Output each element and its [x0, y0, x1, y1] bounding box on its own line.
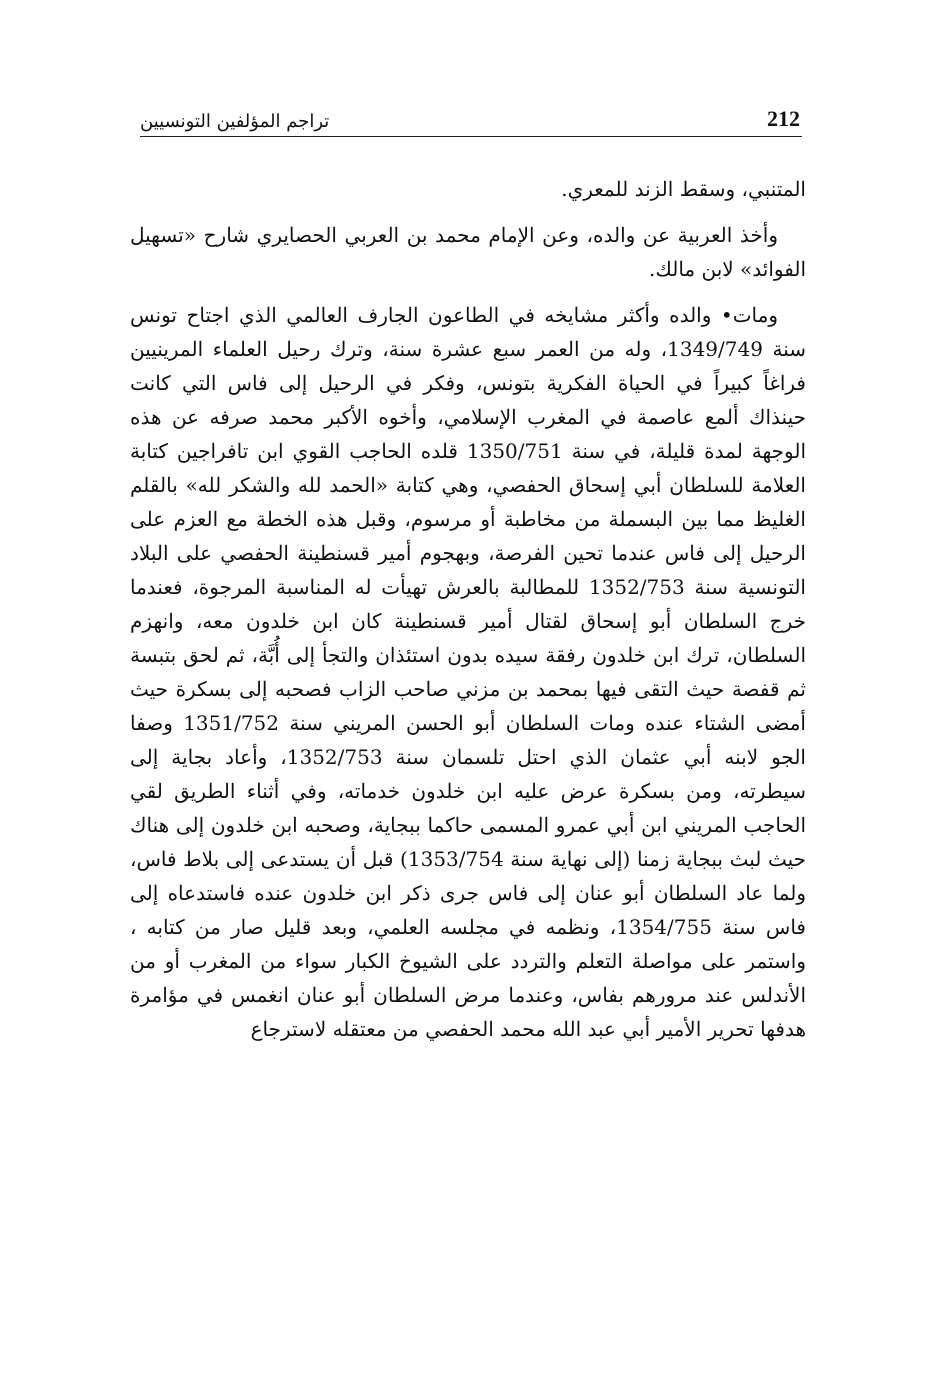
running-head [140, 96, 800, 132]
page-number: 212 [767, 106, 800, 131]
paragraph: وأخذ العربية عن والده، وعن الإمام محمد بن العربي الحصايري شارح «تسهيل الفوائد» لابن مالك. [130, 223, 806, 281]
running-title: تراجم المؤلفين التونسيين [140, 111, 330, 132]
paragraph: ومات• والده وأكثر مشايخه في الطاعون الجارف العالمي الذي اجتاح تونس سنة 1349/749، وله من العمر سبع عشرة سنة، وترك رحيل العلماء المرينيين فراغاً كبيراً في الحياة الفكرية بتونس، وفكر في الرحيل إلى فاس التي كانت حينذاك ألمع عاصمة في المغرب الإسلامي، وأخوه الأكبر محمد صرفه عن هذه الوجهة لمدة قليلة، في سنة 1350/751 قلده الحاجب القوي ابن تافراجين كتابة العلامة للسلطان أبي إسحاق الحفصي، وهي كتابة «الحمد لله والشكر لله» بالقلم الغليظ مما بين البسملة من مخاطبة أو مرسوم، وقبل هذه الخطة مع العزم على الرحيل إلى فاس عندما تحين الفرصة، وبهجوم أمير قسنطينة الحفصي على البلاد التونسية سنة 1352/753 للمطالبة بالعرش تهيأت له المناسبة المرجوة، فعندما خرج السلطان أبو إسحاق لقتال أمير قسنطينة كان ابن خلدون معه، وانهزم السلطان، ترك ابن خلدون رفقة سيده بدون استئذان والتجأ إلى أُبَّة، ثم لحق بتبسة ثم قفصة حيث التقى فيها بمحمد بن مزني صاحب الزاب فصحبه إلى بسكرة حيث أمضى الشتاء عنده ومات السلطان أبو الحسن المريني سنة 1351/752 وصفا الجو لابنه أبي عثمان الذي احتل تلسمان سنة 1352/753، وأعاد بجاية إلى سيطرته، ومن بسكرة عرض عليه ابن خلدون خدماته، وفي أثناء الطريق لقي الحاجب المريني ابن أبي عمرو المسمى حاكما ببجاية، وصحبه ابن خلدون إلى هناك حيث لبث ببجاية زمنا (إلى نهاية سنة 1353/754) قبل أن يستدعى إلى بلاط فاس، ولما عاد السلطان أبو عنان إلى فاس جرى ذكر ابن خلدون عنده فاستدعاه إلى فاس سنة 1354/755، ونظمه في مجلسه العلمي، وبعد قليل صار من كتابه ، واستمر على مواصلة التعلم والتردد على الشيوخ الكبار سواء من المغرب أو من الأندلس عند مرورهم بفاس، وعندما مرض السلطان أبو عنان انغمس في مؤامرة هدفها تحرير الأمير أبي عبد الله محمد الحفصي من معتقله لاسترجاع [130, 303, 807, 1041]
header-rule [140, 136, 802, 137]
body-text [130, 172, 806, 1046]
paragraph-continuation: المتنبي، وسقط الزند للمعري. [561, 177, 806, 201]
